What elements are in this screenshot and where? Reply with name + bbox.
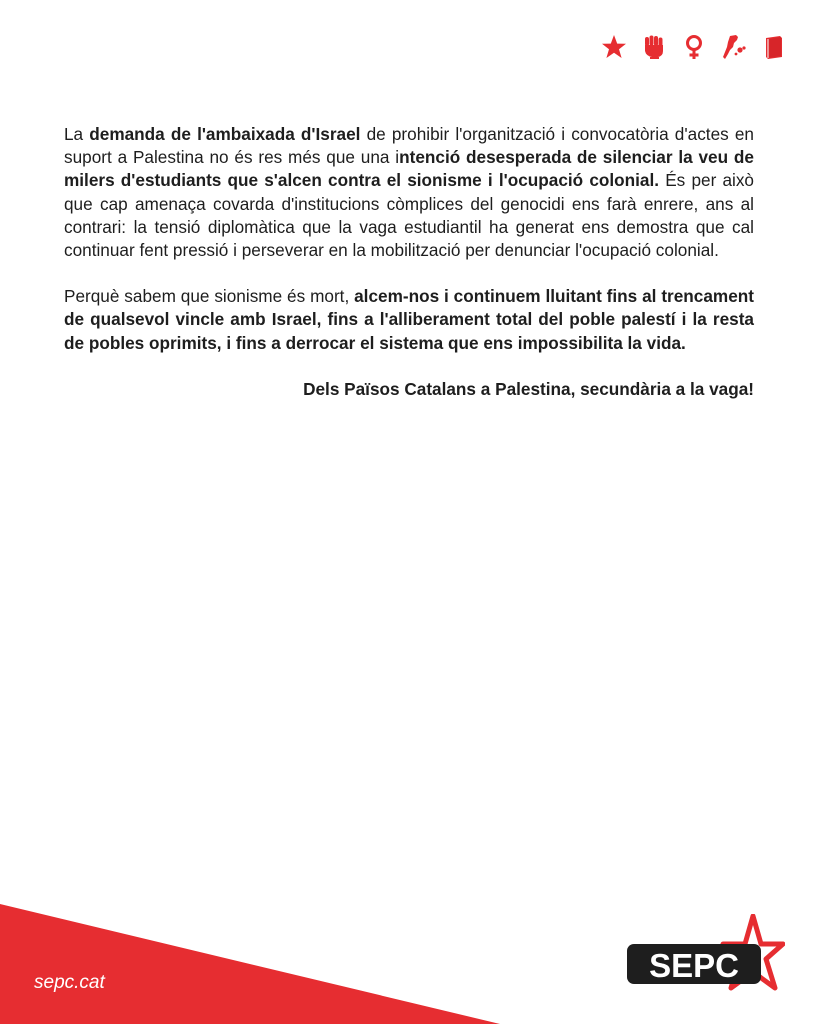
text-span: Perquè sabem que sionisme és mort, [64, 286, 355, 307]
text-span: És per això que cap amenaça covarda d'institucions còmplices del genocidi ens farà enrere, ans al contrari: la tensió diplomàtica que la vaga estudiantil ha generat ens demostra que cal continuar fent pressió i perseverar en la mobilització per denunciar l'ocupació colonial. [64, 170, 754, 261]
star-icon [601, 34, 627, 60]
raised-fist-icon [641, 34, 667, 60]
paragraph-1 [64, 123, 754, 262]
bold-span: Dels Països Catalans a Palestina, secundària a la vaga! [303, 378, 754, 399]
header-icon-bar [601, 34, 787, 60]
paragraph-2 [64, 285, 754, 355]
female-symbol-icon [681, 34, 707, 60]
bold-span: demanda de l'ambaixada d'Israel [89, 124, 361, 144]
sepc-logo [625, 914, 785, 994]
bold-span: alcem-nos i continuem lluitant fins al trencament de qualsevol vincle amb Israel, fins a l'alliberament total del poble palestí i la resta de pobles oprimits, i fins a derrocar el sistema que ens impossibilita la vida. [64, 286, 754, 353]
catalan-countries-map-icon [721, 34, 747, 60]
bold-span: ntenció desesperada de silenciar la veu de milers d'estudiants que s'alcen contra el sionisme i l'ocupació colonial. [64, 147, 754, 191]
article-body [64, 123, 754, 424]
footer-website-link[interactable]: sepc.cat [34, 972, 105, 993]
text-span: de prohibir l'organització i convocatòria d'actes en suport a Palestina no és res més que una i [64, 124, 754, 168]
book-icon [761, 34, 787, 60]
logo-text: SEPC [649, 947, 739, 984]
text-span: La [64, 124, 90, 144]
closing-slogan [64, 378, 754, 401]
